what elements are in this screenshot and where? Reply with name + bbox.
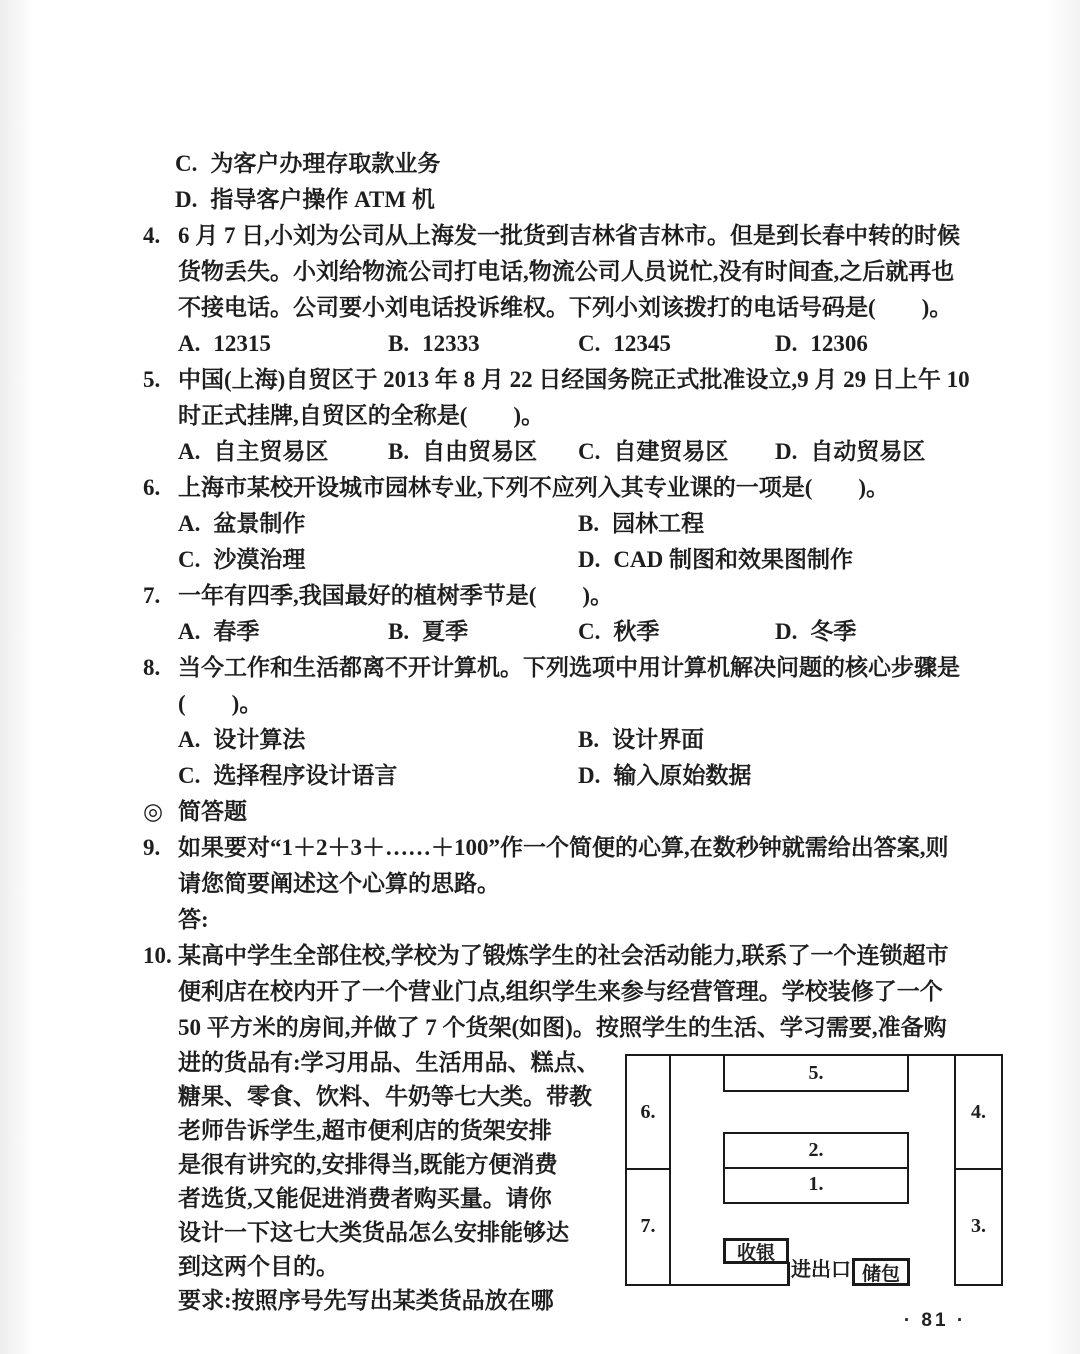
- option-a: [178, 614, 388, 650]
- option-label: D.: [775, 331, 798, 356]
- option-text: 自建贸易区: [613, 439, 729, 464]
- shelf-7: [627, 1168, 671, 1284]
- page-content: [143, 146, 1003, 1318]
- option-text: 沙漠治理: [213, 547, 306, 572]
- question-4-line-1: [143, 218, 1003, 254]
- section-title: 简答题: [178, 799, 247, 824]
- question-8-line-1: [143, 650, 1003, 686]
- bag-storage-label: 储包: [861, 1263, 900, 1285]
- option-b: [388, 326, 578, 362]
- option-label: B.: [388, 619, 410, 644]
- option-d: [578, 758, 751, 794]
- option-text: 夏季: [422, 619, 469, 644]
- option-text: 盆景制作: [213, 511, 306, 536]
- option-label: C.: [175, 151, 198, 176]
- option-d: [775, 326, 868, 362]
- section-header: [143, 794, 1003, 830]
- entrance-label: 进出口: [791, 1259, 851, 1281]
- question-10-text-column: [143, 1046, 600, 1318]
- option-text: 12315: [213, 331, 271, 356]
- shelf-4: [954, 1056, 1001, 1170]
- prev-option-row-c: [143, 146, 1003, 182]
- option-a: [178, 506, 578, 542]
- question-text: 6 月 7 日,小刘为公司从上海发一批货到吉林省吉林市。但是到长春中转的时候: [178, 223, 960, 248]
- question-10-line-7: 是很有讲究的,安排得当,既能方便消费: [178, 1152, 558, 1177]
- shelf-1-label: 1.: [808, 1173, 824, 1195]
- option-text: 12345: [613, 331, 671, 356]
- option-text: 园林工程: [612, 511, 705, 536]
- option-d: [775, 614, 856, 650]
- option-label: D.: [175, 187, 198, 212]
- question-5-line-2: 时正式挂牌,自贸区的全称是( )。: [178, 403, 545, 428]
- option-label: D.: [578, 763, 601, 788]
- question-text: 上海市某校开设城市园林专业,下列不应列入其专业课的一项是( )。: [178, 475, 890, 500]
- shelf-1: [723, 1167, 909, 1204]
- shelf-2-label: 2.: [808, 1139, 824, 1161]
- question-10-line-6: 老师告诉学生,超市便利店的货架安排: [178, 1118, 552, 1143]
- option-text: 选择程序设计语言: [213, 763, 398, 788]
- option-b: [578, 722, 704, 758]
- option-label: B.: [578, 727, 600, 752]
- shelf-4-label: 4.: [971, 1100, 986, 1123]
- question-4-line-2: 货物丢失。小刘给物流公司打电话,物流公司人员说忙,没有时间查,之后就再也: [178, 259, 955, 284]
- option-text: CAD 制图和效果图制作: [613, 547, 853, 572]
- question-8-line-2: ( )。: [178, 691, 263, 716]
- shelf-3-label: 3.: [971, 1214, 986, 1237]
- option-label: D.: [775, 619, 798, 644]
- shelf-7-label: 7.: [640, 1214, 656, 1237]
- question-4-line-3: 不接电话。公司要小刘电话投诉维权。下列小刘该拨打的电话号码是( )。: [178, 295, 953, 320]
- option-c: [578, 614, 775, 650]
- option-label: B.: [388, 331, 410, 356]
- option-label: C.: [578, 331, 601, 356]
- question-4-options: [143, 326, 1003, 362]
- option-label: A.: [178, 619, 201, 644]
- cashier-counter: [723, 1238, 789, 1264]
- question-7-options: [143, 614, 1003, 650]
- option-label: D.: [578, 547, 601, 572]
- option-c: [578, 326, 775, 362]
- option-label: C.: [178, 763, 201, 788]
- question-7-line-1: [143, 578, 1003, 614]
- shelf-6: [627, 1056, 671, 1170]
- question-number: 7.: [143, 583, 161, 608]
- option-text: 设计界面: [612, 727, 705, 752]
- question-5-options: [143, 434, 1003, 470]
- option-label: B.: [388, 439, 410, 464]
- question-text: 当今工作和生活都离不开计算机。下列选项中用计算机解决问题的核心步骤是: [178, 655, 960, 680]
- question-9-line-2: 请您简要阐述这个心算的思路。: [178, 871, 500, 896]
- shelf-3: [954, 1168, 1001, 1284]
- question-10-line-8: 者选货,又能促进消费者购买量。请你: [178, 1186, 552, 1211]
- question-number: 10.: [143, 943, 172, 968]
- question-9-line-1: [143, 830, 1003, 866]
- option-d: [775, 434, 925, 470]
- question-9-answer-label: 答:: [178, 907, 209, 932]
- cashier-label: 收银: [736, 1242, 775, 1264]
- option-text: 指导客户操作 ATM 机: [210, 187, 435, 212]
- question-8-options-row-2: [143, 758, 1003, 794]
- question-10-line-9: 设计一下这七大类货品怎么安排能够达: [178, 1220, 569, 1245]
- bag-storage: [852, 1258, 910, 1286]
- option-text: 自主贸易区: [213, 439, 329, 464]
- question-6-options-row-2: [143, 542, 1003, 578]
- option-text: 冬季: [810, 619, 857, 644]
- question-10-line-4: 进的货品有:学习用品、生活用品、糕点、: [178, 1050, 600, 1075]
- option-b: [388, 614, 578, 650]
- option-text: 输入原始数据: [613, 763, 752, 788]
- option-text: 设计算法: [213, 727, 306, 752]
- option-text: 自由贸易区: [422, 439, 538, 464]
- question-number: 4.: [143, 223, 161, 248]
- question-6-options-row-1: [143, 506, 1003, 542]
- question-8-options-row-1: [143, 722, 1003, 758]
- question-text: 中国(上海)自贸区于 2013 年 8 月 22 日经国务院正式批准设立,9 月 29 日上午 10: [178, 367, 970, 392]
- question-text: 一年有四季,我国最好的植树季节是( )。: [178, 583, 614, 608]
- option-a: [178, 434, 388, 470]
- question-number: 6.: [143, 475, 161, 500]
- option-label: D.: [775, 439, 798, 464]
- question-6-line-1: [143, 470, 1003, 506]
- option-label: C.: [578, 619, 601, 644]
- counter-wall-segment: [787, 1262, 790, 1284]
- page-number: · 81 ·: [903, 1310, 967, 1331]
- option-b: [388, 434, 578, 470]
- option-text: 秋季: [613, 619, 660, 644]
- option-text: 自动贸易区: [810, 439, 926, 464]
- question-10-line-11: 要求:按照序号先写出某类货品放在哪: [178, 1288, 554, 1313]
- option-label: C.: [578, 439, 601, 464]
- option-text: 12306: [810, 331, 868, 356]
- option-a: [178, 326, 388, 362]
- question-text: 某高中学生全部住校,学校为了锻炼学生的社会活动能力,联系了一个连锁超市: [178, 943, 949, 968]
- store-layout-diagram: [625, 1054, 1003, 1286]
- option-text: 12333: [422, 331, 480, 356]
- option-c: [178, 758, 578, 794]
- option-label: A.: [178, 439, 201, 464]
- option-label: C.: [178, 547, 201, 572]
- section-marker-icon: ◎: [143, 799, 164, 824]
- question-text: 如果要对“1＋2＋3＋……＋100”作一个简便的心算,在数秒钟就需给出答案,则: [178, 835, 949, 860]
- shelf-6-label: 6.: [640, 1100, 656, 1123]
- question-10-line-10: 到这两个目的。: [178, 1254, 339, 1279]
- option-text: 春季: [213, 619, 260, 644]
- prev-option-row-d: [143, 182, 1003, 218]
- option-label: A.: [178, 727, 201, 752]
- option-c: [578, 434, 775, 470]
- question-10-line-1: [143, 938, 1003, 974]
- option-label: A.: [178, 511, 201, 536]
- question-number: 5.: [143, 367, 161, 392]
- option-label: B.: [578, 511, 600, 536]
- question-10-bottom-section: [143, 1046, 1003, 1318]
- option-b: [578, 506, 704, 542]
- question-5-line-1: [143, 362, 1003, 398]
- option-d: [578, 542, 853, 578]
- shelf-5: [723, 1056, 909, 1092]
- question-number: 8.: [143, 655, 161, 680]
- option-a: [178, 722, 578, 758]
- shelf-2: [723, 1132, 909, 1169]
- shelf-5-label: 5.: [808, 1061, 824, 1084]
- question-10-line-3: 50 平方米的房间,并做了 7 个货架(如图)。按照学生的生活、学习需要,准备购: [178, 1015, 947, 1040]
- option-text: 为客户办理存取款业务: [210, 151, 441, 176]
- option-c: [178, 542, 578, 578]
- question-10-line-2: 便利店在校内开了一个营业门点,组织学生来参与经营管理。学校装修了一个: [178, 979, 943, 1004]
- question-10-line-5: 糖果、零食、饮料、牛奶等七大类。带教: [178, 1084, 592, 1109]
- option-label: A.: [178, 331, 201, 356]
- question-number: 9.: [143, 835, 161, 860]
